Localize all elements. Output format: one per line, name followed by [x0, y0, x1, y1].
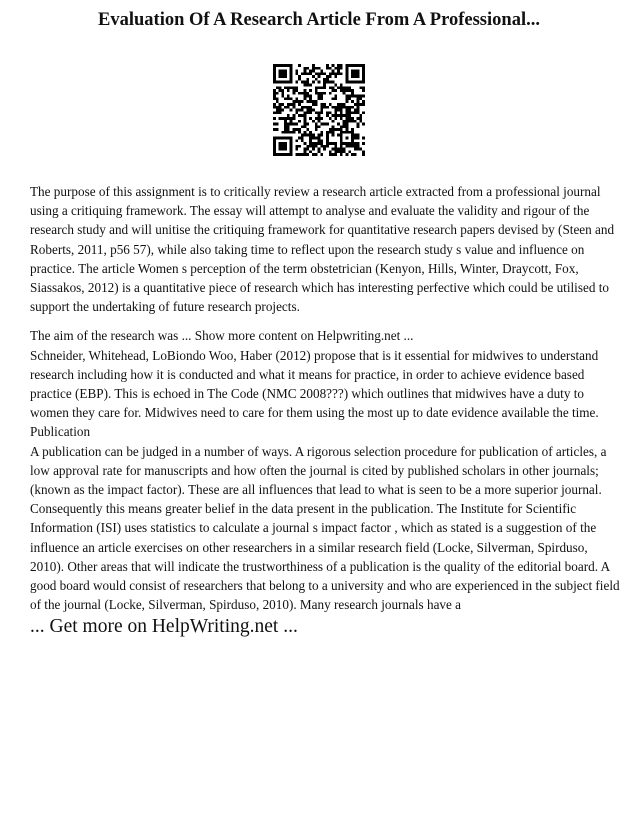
article-body: [30, 182, 620, 614]
publication-paragraph: A publication can be judged in a number of ways. A rigorous selection procedure for publication of articles, a low approval rate for manuscripts and how often the journal is cited by published scholars in other journals; (known as the impact factor). These are all influences that lead to what is seen to be a more superior journal. Consequently this means greater belief in the data present in the publication. The Institute for Scientific Information (ISI) uses statistics to calculate a journal s impact factor , which as stated is a suggestion of the influence an article exercises on other researchers in a similar research field (Locke, Silverman, Spirduso, 2010). Other areas that will indicate the trustworthiness of a publication is the quality of the editorial board. A good board would consist of researchers that belong to a university and who are experienced in the subject field of the journal (Locke, Silverman, Spirduso, 2010). Many research journals have a: [30, 443, 620, 613]
intro-paragraph: The purpose of this assignment is to critically review a research article extracted from a professional journal using a critiquing framework. The essay will attempt to analyse and evaluate the validity and rigour of the research study and will unitise the critiquing framework for quantitative research papers devised by (Steen and Roberts, 2011, p56 57), while also taking time to reflect upon the research study s value and influence on practice. The article Women s perception of the term obstetrician (Kenyon, Hills, Winter, Draycott, Fox, Siassakos, 2012) is a quantitative piece of research which has interesting perfective which could be utilised to support the undertaking of future research projects.: [30, 184, 615, 315]
schneider-paragraph: Schneider, Whitehead, LoBiondo Woo, Haber (2012) propose that is it essential for midwives to understand research including how it is conducted and what it means for practice, in order to achieve evidence based practice (EBP). This is echoed in The Code (NMC 2008???) which outlines that midwives have a duty to women they care for. Midwives need to care for them using the most up to date evidence available the time.: [30, 347, 599, 421]
qr-code-icon: [273, 64, 365, 156]
aim-paragraph: The aim of the research was ... Show more content on Helpwriting.net ...: [30, 328, 414, 344]
section-heading: Publication: [30, 424, 91, 440]
get-more-link[interactable]: ... Get more on HelpWriting.net ...: [30, 616, 298, 637]
document-title: Evaluation Of A Research Article From A Professional...: [98, 10, 540, 30]
